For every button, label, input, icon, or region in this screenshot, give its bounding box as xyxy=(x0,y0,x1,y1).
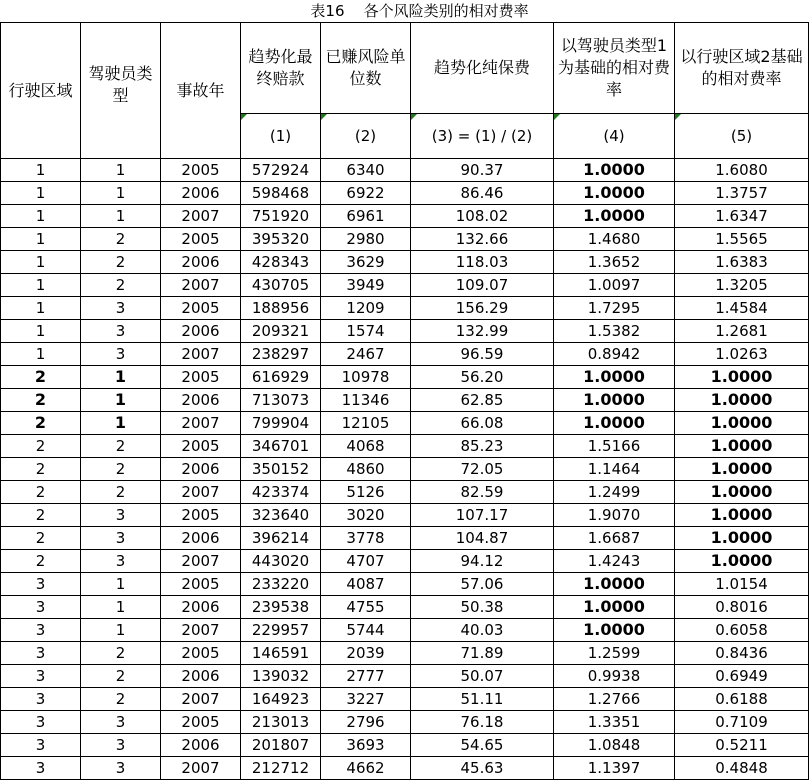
cell-driver-type: 2 xyxy=(81,458,161,481)
cell-exposure: 6922 xyxy=(321,182,411,205)
cell-year: 2006 xyxy=(161,665,241,688)
cell-pure-premium: 62.85 xyxy=(411,389,554,412)
cell-claims: 229957 xyxy=(241,619,321,642)
cell-region-relativity: 1.0000 xyxy=(675,527,809,550)
cell-exposure: 4860 xyxy=(321,458,411,481)
cell-driver-relativity: 0.9938 xyxy=(554,665,675,688)
cell-driver-type: 2 xyxy=(81,435,161,458)
cell-pure-premium: 107.17 xyxy=(411,504,554,527)
cell-pure-premium: 56.20 xyxy=(411,366,554,389)
table-row xyxy=(1,435,809,458)
cell-region: 3 xyxy=(1,665,81,688)
cell-pure-premium: 66.08 xyxy=(411,412,554,435)
cell-region-relativity: 1.0000 xyxy=(675,366,809,389)
cell-driver-relativity: 1.2499 xyxy=(554,481,675,504)
cell-region-relativity: 1.6080 xyxy=(675,159,809,182)
cell-region-relativity: 0.6188 xyxy=(675,688,809,711)
comment-marker-icon xyxy=(241,114,247,120)
cell-region: 2 xyxy=(1,481,81,504)
subheader-2: (2) xyxy=(321,114,411,159)
cell-region-relativity: 0.8016 xyxy=(675,596,809,619)
table-row xyxy=(1,596,809,619)
cell-pure-premium: 72.05 xyxy=(411,458,554,481)
table-row xyxy=(1,228,809,251)
table-row xyxy=(1,504,809,527)
cell-pure-premium: 94.12 xyxy=(411,550,554,573)
cell-year: 2006 xyxy=(161,251,241,274)
cell-driver-relativity: 1.0097 xyxy=(554,274,675,297)
cell-year: 2005 xyxy=(161,711,241,734)
cell-driver-relativity: 1.0000 xyxy=(554,573,675,596)
cell-exposure: 4068 xyxy=(321,435,411,458)
cell-region-relativity: 1.2681 xyxy=(675,320,809,343)
cell-pure-premium: 85.23 xyxy=(411,435,554,458)
cell-driver-type: 2 xyxy=(81,251,161,274)
cell-year: 2006 xyxy=(161,389,241,412)
cell-claims: 572924 xyxy=(241,159,321,182)
cell-driver-type: 1 xyxy=(81,366,161,389)
cell-region: 3 xyxy=(1,711,81,734)
cell-claims: 212712 xyxy=(241,757,321,780)
cell-exposure: 3693 xyxy=(321,734,411,757)
cell-exposure: 4662 xyxy=(321,757,411,780)
cell-claims: 751920 xyxy=(241,205,321,228)
table-row xyxy=(1,550,809,573)
cell-claims: 146591 xyxy=(241,642,321,665)
cell-region-relativity: 0.7109 xyxy=(675,711,809,734)
table-row xyxy=(1,619,809,642)
cell-region: 1 xyxy=(1,274,81,297)
cell-exposure: 3629 xyxy=(321,251,411,274)
cell-exposure: 10978 xyxy=(321,366,411,389)
table-row xyxy=(1,527,809,550)
table-row xyxy=(1,205,809,228)
cell-region: 2 xyxy=(1,458,81,481)
cell-region: 1 xyxy=(1,297,81,320)
table-row xyxy=(1,159,809,182)
cell-year: 2007 xyxy=(161,550,241,573)
cell-driver-relativity: 1.0000 xyxy=(554,205,675,228)
comment-marker-icon xyxy=(411,114,417,120)
cell-pure-premium: 90.37 xyxy=(411,159,554,182)
header-driver-type: 驾驶员类型 xyxy=(81,23,161,159)
header-accident-year: 事故年 xyxy=(161,23,241,159)
cell-driver-type: 1 xyxy=(81,412,161,435)
cell-exposure: 2796 xyxy=(321,711,411,734)
cell-claims: 396214 xyxy=(241,527,321,550)
cell-pure-premium: 86.46 xyxy=(411,182,554,205)
table-row xyxy=(1,274,809,297)
cell-region: 2 xyxy=(1,412,81,435)
cell-region-relativity: 0.6058 xyxy=(675,619,809,642)
cell-region: 2 xyxy=(1,366,81,389)
cell-claims: 616929 xyxy=(241,366,321,389)
header-trended-claims: 趋势化最终赔款 xyxy=(241,23,321,114)
cell-region: 2 xyxy=(1,435,81,458)
cell-driver-type: 2 xyxy=(81,665,161,688)
table-row xyxy=(1,688,809,711)
header-region: 行驶区域 xyxy=(1,23,81,159)
cell-driver-relativity: 1.1397 xyxy=(554,757,675,780)
cell-driver-type: 3 xyxy=(81,550,161,573)
cell-driver-type: 3 xyxy=(81,297,161,320)
cell-driver-relativity: 1.3652 xyxy=(554,251,675,274)
cell-pure-premium: 109.07 xyxy=(411,274,554,297)
cell-driver-relativity: 1.3351 xyxy=(554,711,675,734)
cell-driver-relativity: 1.6687 xyxy=(554,527,675,550)
cell-claims: 239538 xyxy=(241,596,321,619)
table-row xyxy=(1,182,809,205)
cell-region: 3 xyxy=(1,642,81,665)
cell-claims: 201807 xyxy=(241,734,321,757)
cell-claims: 139032 xyxy=(241,665,321,688)
cell-year: 2005 xyxy=(161,297,241,320)
cell-exposure: 6340 xyxy=(321,159,411,182)
cell-region-relativity: 1.0000 xyxy=(675,481,809,504)
cell-driver-relativity: 1.4243 xyxy=(554,550,675,573)
cell-region-relativity: 0.4848 xyxy=(675,757,809,780)
cell-region-relativity: 1.0000 xyxy=(675,504,809,527)
cell-driver-type: 3 xyxy=(81,504,161,527)
cell-region-relativity: 1.6347 xyxy=(675,205,809,228)
header-earned-exposure: 已赚风险单位数 xyxy=(321,23,411,114)
cell-region: 1 xyxy=(1,159,81,182)
cell-region: 3 xyxy=(1,688,81,711)
table-row xyxy=(1,297,809,320)
cell-exposure: 2039 xyxy=(321,642,411,665)
cell-region: 1 xyxy=(1,182,81,205)
cell-driver-relativity: 1.0848 xyxy=(554,734,675,757)
cell-region: 2 xyxy=(1,527,81,550)
cell-pure-premium: 82.59 xyxy=(411,481,554,504)
table-row xyxy=(1,343,809,366)
cell-pure-premium: 118.03 xyxy=(411,251,554,274)
cell-region-relativity: 1.5565 xyxy=(675,228,809,251)
cell-driver-relativity: 1.7295 xyxy=(554,297,675,320)
cell-year: 2007 xyxy=(161,274,241,297)
cell-claims: 428343 xyxy=(241,251,321,274)
table-row xyxy=(1,757,809,780)
cell-driver-type: 1 xyxy=(81,596,161,619)
cell-exposure: 5744 xyxy=(321,619,411,642)
cell-driver-relativity: 1.2599 xyxy=(554,642,675,665)
cell-driver-relativity: 1.2766 xyxy=(554,688,675,711)
cell-region-relativity: 1.0154 xyxy=(675,573,809,596)
cell-claims: 443020 xyxy=(241,550,321,573)
cell-driver-relativity: 1.5382 xyxy=(554,320,675,343)
cell-region-relativity: 1.0000 xyxy=(675,550,809,573)
cell-exposure: 3227 xyxy=(321,688,411,711)
cell-region: 1 xyxy=(1,228,81,251)
cell-exposure: 1209 xyxy=(321,297,411,320)
cell-region: 1 xyxy=(1,343,81,366)
cell-claims: 164923 xyxy=(241,688,321,711)
cell-region-relativity: 1.0000 xyxy=(675,389,809,412)
cell-pure-premium: 50.38 xyxy=(411,596,554,619)
cell-pure-premium: 40.03 xyxy=(411,619,554,642)
cell-driver-type: 2 xyxy=(81,274,161,297)
cell-year: 2007 xyxy=(161,757,241,780)
table-body xyxy=(1,159,809,780)
cell-region: 3 xyxy=(1,596,81,619)
cell-region: 1 xyxy=(1,205,81,228)
cell-region-relativity: 0.5211 xyxy=(675,734,809,757)
cell-year: 2006 xyxy=(161,596,241,619)
cell-pure-premium: 50.07 xyxy=(411,665,554,688)
cell-year: 2006 xyxy=(161,734,241,757)
table-row xyxy=(1,665,809,688)
cell-pure-premium: 51.11 xyxy=(411,688,554,711)
cell-pure-premium: 76.18 xyxy=(411,711,554,734)
cell-exposure: 1574 xyxy=(321,320,411,343)
cell-driver-relativity: 1.0000 xyxy=(554,159,675,182)
cell-driver-type: 1 xyxy=(81,573,161,596)
cell-year: 2006 xyxy=(161,458,241,481)
cell-driver-type: 1 xyxy=(81,389,161,412)
cell-region: 2 xyxy=(1,389,81,412)
table-row xyxy=(1,320,809,343)
cell-region-relativity: 0.8436 xyxy=(675,642,809,665)
cell-driver-relativity: 0.8942 xyxy=(554,343,675,366)
cell-claims: 323640 xyxy=(241,504,321,527)
cell-claims: 395320 xyxy=(241,228,321,251)
cell-driver-type: 3 xyxy=(81,320,161,343)
cell-driver-type: 3 xyxy=(81,343,161,366)
cell-exposure: 6961 xyxy=(321,205,411,228)
cell-driver-relativity: 1.4680 xyxy=(554,228,675,251)
cell-region: 3 xyxy=(1,619,81,642)
cell-driver-type: 2 xyxy=(81,642,161,665)
cell-claims: 238297 xyxy=(241,343,321,366)
cell-driver-relativity: 1.0000 xyxy=(554,596,675,619)
comment-marker-icon xyxy=(675,114,681,120)
cell-region-relativity: 1.0263 xyxy=(675,343,809,366)
cell-driver-relativity: 1.0000 xyxy=(554,389,675,412)
header-pure-premium: 趋势化纯保费 xyxy=(411,23,554,114)
cell-exposure: 12105 xyxy=(321,412,411,435)
subheader-1: (1) xyxy=(241,114,321,159)
subheader-3: (3) = (1) / (2) xyxy=(411,114,554,159)
cell-claims: 713073 xyxy=(241,389,321,412)
table-row xyxy=(1,711,809,734)
cell-region: 2 xyxy=(1,504,81,527)
cell-exposure: 3778 xyxy=(321,527,411,550)
cell-region: 1 xyxy=(1,320,81,343)
cell-exposure: 3949 xyxy=(321,274,411,297)
cell-claims: 430705 xyxy=(241,274,321,297)
cell-claims: 799904 xyxy=(241,412,321,435)
subheader-5: (5) xyxy=(675,114,809,159)
cell-year: 2005 xyxy=(161,573,241,596)
cell-pure-premium: 104.87 xyxy=(411,527,554,550)
comment-marker-icon xyxy=(554,114,560,120)
cell-driver-type: 2 xyxy=(81,688,161,711)
cell-pure-premium: 57.06 xyxy=(411,573,554,596)
cell-claims: 346701 xyxy=(241,435,321,458)
cell-region: 3 xyxy=(1,757,81,780)
cell-region-relativity: 1.0000 xyxy=(675,458,809,481)
cell-exposure: 2467 xyxy=(321,343,411,366)
table-row xyxy=(1,642,809,665)
cell-year: 2005 xyxy=(161,228,241,251)
cell-region-relativity: 1.3205 xyxy=(675,274,809,297)
cell-region-relativity: 1.0000 xyxy=(675,412,809,435)
cell-driver-relativity: 1.0000 xyxy=(554,366,675,389)
cell-driver-type: 1 xyxy=(81,619,161,642)
cell-year: 2007 xyxy=(161,688,241,711)
cell-region-relativity: 1.0000 xyxy=(675,435,809,458)
cell-claims: 188956 xyxy=(241,297,321,320)
cell-year: 2005 xyxy=(161,366,241,389)
cell-region-relativity: 0.6949 xyxy=(675,665,809,688)
cell-region: 3 xyxy=(1,573,81,596)
cell-region: 3 xyxy=(1,734,81,757)
cell-exposure: 2980 xyxy=(321,228,411,251)
cell-region-relativity: 1.6383 xyxy=(675,251,809,274)
cell-driver-relativity: 1.9070 xyxy=(554,504,675,527)
cell-year: 2007 xyxy=(161,205,241,228)
cell-driver-relativity: 1.1464 xyxy=(554,458,675,481)
cell-claims: 213013 xyxy=(241,711,321,734)
cell-year: 2007 xyxy=(161,343,241,366)
table-row xyxy=(1,412,809,435)
cell-claims: 598468 xyxy=(241,182,321,205)
cell-exposure: 4087 xyxy=(321,573,411,596)
cell-claims: 350152 xyxy=(241,458,321,481)
cell-driver-type: 1 xyxy=(81,205,161,228)
cell-region-relativity: 1.3757 xyxy=(675,182,809,205)
cell-driver-relativity: 1.0000 xyxy=(554,182,675,205)
table-row xyxy=(1,251,809,274)
cell-pure-premium: 108.02 xyxy=(411,205,554,228)
cell-year: 2005 xyxy=(161,642,241,665)
cell-year: 2006 xyxy=(161,320,241,343)
cell-pure-premium: 45.63 xyxy=(411,757,554,780)
cell-year: 2007 xyxy=(161,412,241,435)
cell-exposure: 5126 xyxy=(321,481,411,504)
table-row xyxy=(1,481,809,504)
cell-year: 2005 xyxy=(161,504,241,527)
cell-driver-type: 3 xyxy=(81,757,161,780)
relativity-table xyxy=(0,22,809,780)
cell-exposure: 4707 xyxy=(321,550,411,573)
cell-region: 1 xyxy=(1,251,81,274)
cell-driver-type: 3 xyxy=(81,527,161,550)
cell-driver-type: 3 xyxy=(81,711,161,734)
cell-driver-type: 3 xyxy=(81,734,161,757)
cell-exposure: 11346 xyxy=(321,389,411,412)
table-row xyxy=(1,458,809,481)
cell-year: 2007 xyxy=(161,619,241,642)
header-driver-relativity: 以驾驶员类型1为基础的相对费率 xyxy=(554,23,675,114)
cell-driver-relativity: 1.0000 xyxy=(554,619,675,642)
cell-pure-premium: 54.65 xyxy=(411,734,554,757)
cell-year: 2007 xyxy=(161,481,241,504)
cell-driver-type: 1 xyxy=(81,159,161,182)
cell-year: 2005 xyxy=(161,435,241,458)
cell-region: 2 xyxy=(1,550,81,573)
cell-pure-premium: 96.59 xyxy=(411,343,554,366)
cell-driver-type: 2 xyxy=(81,228,161,251)
cell-year: 2006 xyxy=(161,527,241,550)
cell-driver-type: 2 xyxy=(81,481,161,504)
cell-driver-relativity: 1.5166 xyxy=(554,435,675,458)
table-row xyxy=(1,573,809,596)
cell-exposure: 2777 xyxy=(321,665,411,688)
cell-year: 2006 xyxy=(161,182,241,205)
cell-driver-type: 1 xyxy=(81,182,161,205)
cell-pure-premium: 71.89 xyxy=(411,642,554,665)
cell-claims: 233220 xyxy=(241,573,321,596)
table-row xyxy=(1,734,809,757)
comment-marker-icon xyxy=(321,114,327,120)
cell-exposure: 4755 xyxy=(321,596,411,619)
table-row xyxy=(1,389,809,412)
table-title: 表16 各个风险类别的相对费率 xyxy=(310,2,529,20)
header-region-relativity: 以行驶区域2基础的相对费率 xyxy=(675,23,809,114)
cell-year: 2005 xyxy=(161,159,241,182)
cell-driver-relativity: 1.0000 xyxy=(554,412,675,435)
cell-claims: 423374 xyxy=(241,481,321,504)
cell-pure-premium: 156.29 xyxy=(411,297,554,320)
subheader-4: (4) xyxy=(554,114,675,159)
cell-pure-premium: 132.99 xyxy=(411,320,554,343)
cell-claims: 209321 xyxy=(241,320,321,343)
cell-pure-premium: 132.66 xyxy=(411,228,554,251)
cell-region-relativity: 1.4584 xyxy=(675,297,809,320)
table-row xyxy=(1,366,809,389)
cell-exposure: 3020 xyxy=(321,504,411,527)
